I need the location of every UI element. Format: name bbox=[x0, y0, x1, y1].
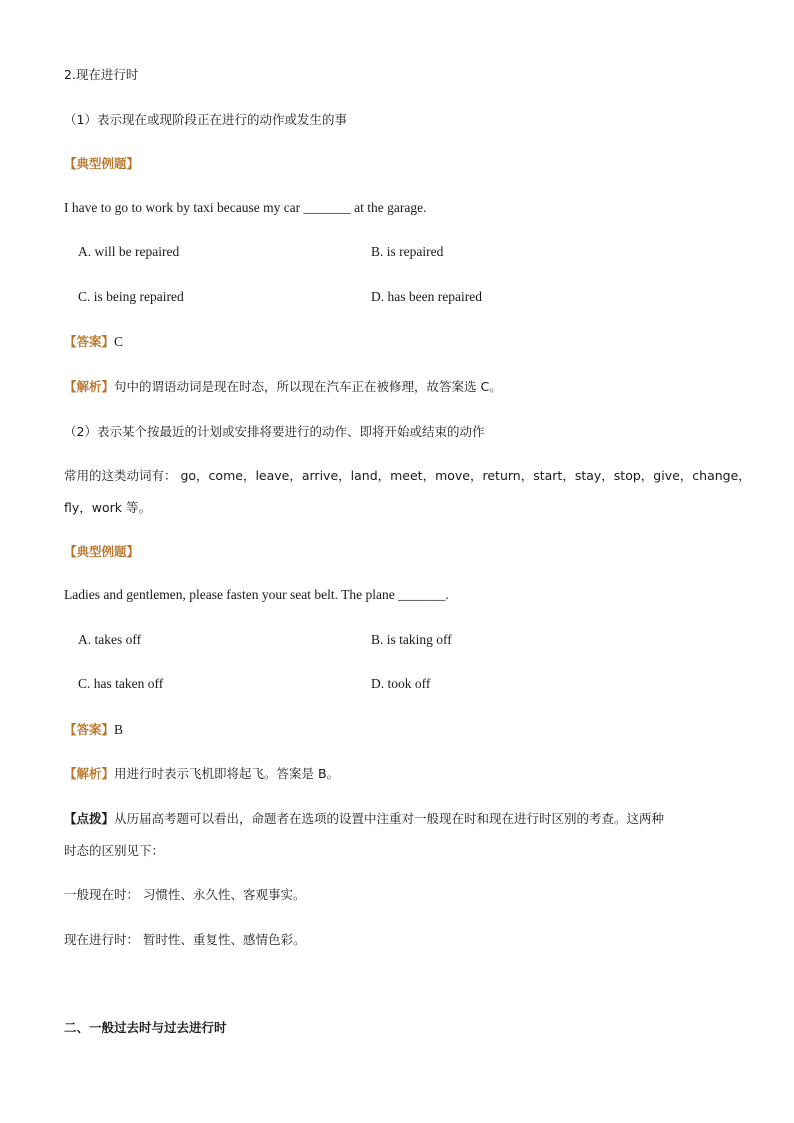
usage-2: （2）表示某个按最近的计划或安排将要进行的动作、即将开始或结束的动作 bbox=[64, 424, 485, 439]
simple-present-summary: 一般现在时： 习惯性、永久性、客观事实。 bbox=[64, 887, 306, 902]
answer-2-value: B bbox=[114, 722, 124, 737]
tip-line-1 bbox=[64, 810, 664, 828]
answer-tag: 【答案】 bbox=[64, 722, 115, 737]
analysis-2-text: 用进行时表示飞机即将起飞。答案是 B。 bbox=[114, 766, 340, 781]
question-1-option-c: C. is being repaired bbox=[78, 289, 184, 304]
question-1-option-b: B. is repaired bbox=[371, 244, 444, 259]
tip-tag: 【点拨】 bbox=[64, 811, 115, 826]
present-continuous-summary: 现在进行时： 暂时性、重复性、感情色彩。 bbox=[64, 932, 306, 947]
question-2-option-c: C. has taken off bbox=[78, 676, 164, 691]
analysis-1-text: 句中的谓语动词是现在时态，所以现在汽车正在被修理，故答案选 C。 bbox=[114, 379, 502, 394]
common-verbs-line-2: fly，work 等。 bbox=[64, 500, 151, 515]
tip-line-2: 时态的区别见下： bbox=[64, 843, 165, 858]
analysis-1 bbox=[64, 378, 502, 396]
question-2-option-b: B. is taking off bbox=[371, 632, 452, 647]
question-2-option-a: A. takes off bbox=[78, 632, 142, 647]
analysis-2 bbox=[64, 765, 339, 783]
answer-tag: 【答案】 bbox=[64, 334, 115, 349]
question-2-option-d: D. took off bbox=[371, 676, 431, 691]
analysis-tag: 【解析】 bbox=[64, 379, 115, 394]
common-verbs-line-1: 常用的这类动词有： go，come，leave，arrive，land，meet，move，return，start，stay，stop，give，change， bbox=[64, 468, 751, 483]
example-tag-2: 【典型例题】 bbox=[64, 544, 140, 559]
analysis-tag: 【解析】 bbox=[64, 766, 115, 781]
usage-1: （1）表示现在或现阶段正在进行的动作或发生的事 bbox=[64, 112, 347, 127]
question-1-option-a: A. will be repaired bbox=[78, 244, 180, 259]
answer-2 bbox=[64, 721, 123, 739]
section-title: 2.现在进行时 bbox=[64, 67, 139, 82]
tip-text-1: 从历届高考题可以看出，命题者在选项的设置中注重对一般现在时和现在进行时区别的考查。这两种 bbox=[114, 811, 665, 826]
next-section-heading: 二、一般过去时与过去进行时 bbox=[64, 1020, 227, 1035]
answer-1-value: C bbox=[114, 334, 124, 349]
answer-1 bbox=[64, 333, 123, 351]
question-1-option-d: D. has been repaired bbox=[371, 289, 482, 304]
question-1-stem: I have to go to work by taxi because my car _______ at the garage. bbox=[64, 200, 427, 215]
example-tag-1: 【典型例题】 bbox=[64, 156, 140, 171]
question-2-stem: Ladies and gentlemen, please fasten your seat belt. The plane _______. bbox=[64, 587, 449, 602]
